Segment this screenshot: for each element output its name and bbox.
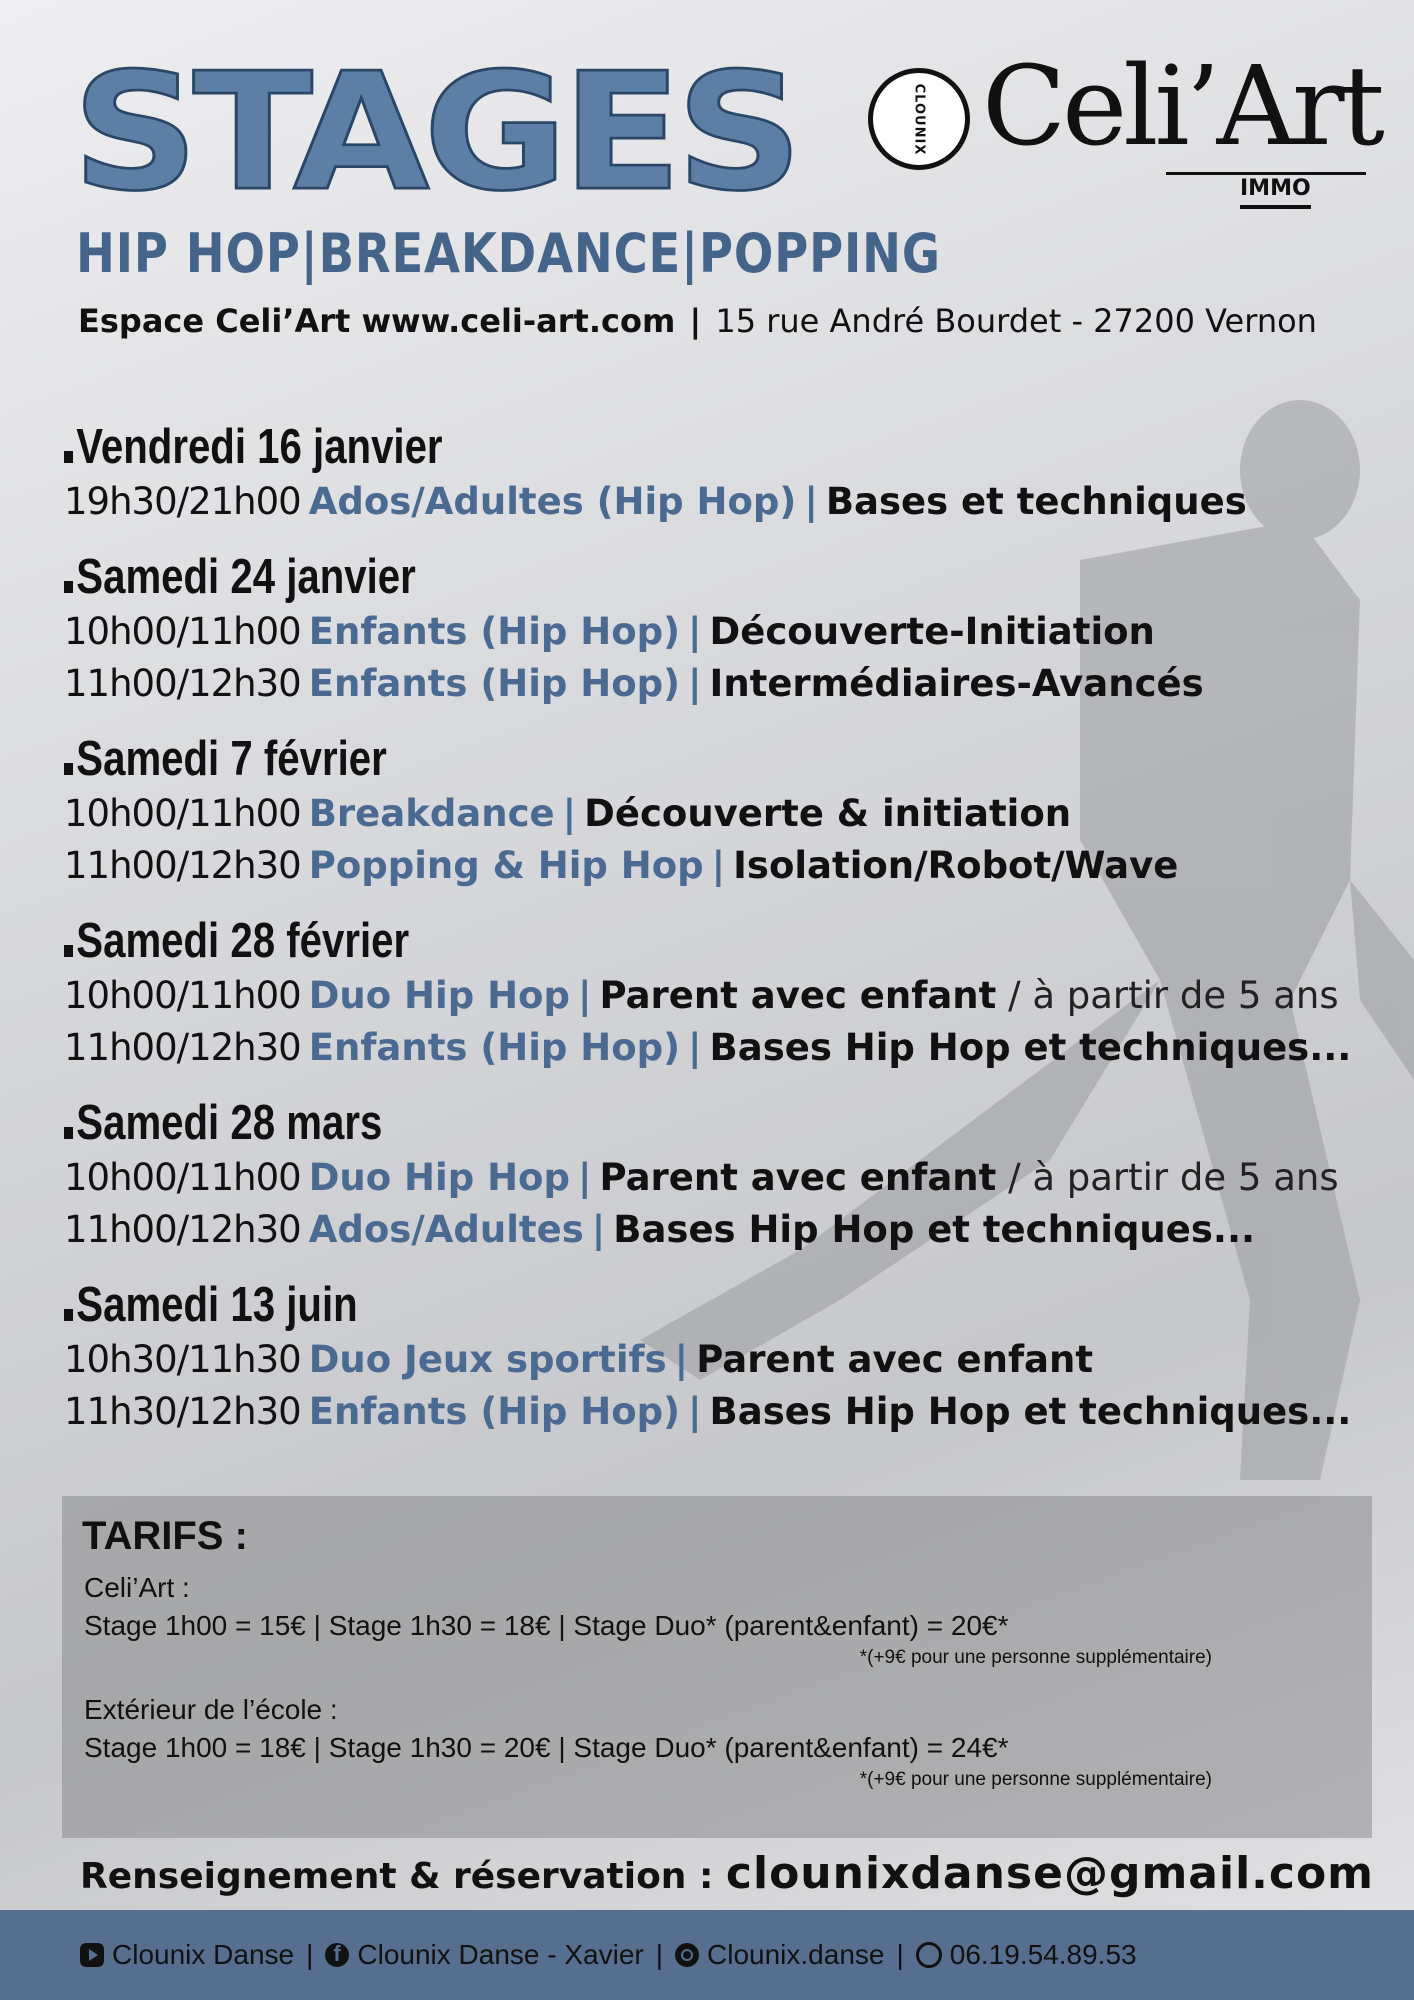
session-description: Découverte & initiation [584,792,1072,835]
contact-line [80,1848,1374,1899]
session-class: Duo Jeux sportifs [308,1338,667,1381]
tarif-block-celiart [84,1569,1352,1671]
session-row [64,1204,1384,1256]
contact-label: Renseignement & réservation : [80,1856,714,1897]
session-class: Enfants (Hip Hop) [308,610,681,653]
footer-separator: | [306,1939,314,1970]
page-title: STAGES [72,38,797,227]
session-time: 11h00/12h30 [64,1026,301,1069]
session-row [64,1386,1384,1438]
session-row [64,606,1384,658]
session-row [64,1152,1384,1204]
session-class: Enfants (Hip Hop) [308,1026,681,1069]
phone-link [916,1939,1137,1971]
schedule-list [64,418,1384,1458]
day-label: Samedi 7 février [76,732,387,786]
day-heading [64,1094,1146,1152]
session-row [64,1334,1384,1386]
tarif-note: *(+9€ pour une personne supplémentaire) [859,1769,1212,1790]
tarif-label: Celi’Art : [84,1572,190,1603]
session-description: Parent avec enfant [599,1156,997,1199]
facebook-icon [325,1943,349,1967]
session-row [64,788,1384,840]
session-class: Enfants (Hip Hop) [308,662,681,705]
session-time: 11h00/12h30 [64,844,301,887]
tarif-label: Extérieur de l’école : [84,1694,338,1725]
session-description: Bases Hip Hop et techniques... [709,1390,1352,1433]
session-separator: | [711,844,726,887]
day-label: Samedi 28 février [76,914,410,968]
session-time: 10h00/11h00 [64,974,301,1017]
session-time: 10h00/11h00 [64,610,301,653]
instagram-icon [675,1943,699,1967]
session-time: 11h00/12h30 [64,662,301,705]
youtube-icon [80,1943,104,1967]
session-description: Parent avec enfant [696,1338,1094,1381]
schedule-day [64,730,1384,892]
schedule-day [64,1276,1384,1438]
bullet-icon [64,763,73,775]
session-class: Enfants (Hip Hop) [308,1390,681,1433]
session-class: Ados/Adultes [308,1208,584,1251]
session-separator: | [674,1338,689,1381]
session-time: 10h30/11h30 [64,1338,301,1381]
bullet-icon [64,1309,73,1321]
session-description: Intermédiaires-Avancés [709,662,1204,705]
youtube-label: Clounix Danse [112,1939,295,1970]
session-separator: | [577,974,592,1017]
day-heading [64,548,1146,606]
bullet-icon [64,451,73,463]
instagram-label: Clounix.danse [707,1939,885,1970]
session-separator: | [688,1026,702,1069]
phone-number: 06.19.54.89.53 [949,1939,1137,1970]
session-class: Ados/Adultes (Hip Hop) [308,480,797,523]
celiart-logo-subtitle: IMMO [1240,176,1311,209]
day-label: Samedi 28 mars [76,1096,383,1150]
day-label: Samedi 24 janvier [76,550,416,604]
session-description: Bases et techniques [825,480,1247,523]
session-class: Popping & Hip Hop [308,844,704,887]
session-time: 11h00/12h30 [64,1208,301,1251]
session-row [64,840,1384,892]
day-label: Vendredi 16 janvier [76,420,443,474]
day-heading [64,1276,1146,1334]
address-separator: | [689,302,702,340]
contact-email: clounixdanse@gmail.com [725,1848,1375,1899]
tarif-prices: Stage 1h00 = 15€ | Stage 1h30 = 18€ | Stage Duo* (parent&enfant) = 20€* [84,1610,1009,1641]
tarif-note: *(+9€ pour une personne supplémentaire) [859,1647,1212,1668]
session-separator: | [591,1208,606,1251]
session-row [64,1022,1384,1074]
celiart-logo: Celi’Art [982,42,1381,170]
tarifs-title: TARIFS : [82,1514,248,1558]
schedule-day [64,1094,1384,1256]
session-time: 11h30/12h30 [64,1390,301,1433]
session-extra: / à partir de 5 ans [1008,974,1339,1017]
session-time: 10h00/11h00 [64,1156,301,1199]
day-label: Samedi 13 juin [76,1278,358,1332]
session-time: 10h00/11h00 [64,792,301,835]
facebook-label: Clounix Danse - Xavier [357,1939,644,1970]
footer-separator: | [655,1939,664,1970]
session-time: 19h30/21h00 [64,480,301,523]
bullet-icon [64,581,73,593]
street-address: 15 rue André Bourdet - 27200 Vernon [715,302,1317,340]
session-separator: | [577,1156,592,1199]
session-row [64,658,1384,710]
session-separator: | [688,1390,702,1433]
session-description: Parent avec enfant [599,974,997,1017]
session-description: Isolation/Robot/Wave [733,844,1179,887]
phone-icon [916,1942,942,1968]
session-separator: | [804,480,818,523]
venue-name: Espace Celi’Art www.celi-art.com [78,302,676,340]
session-separator: | [688,610,702,653]
schedule-day [64,548,1384,710]
footer-bar [0,1910,1414,2000]
youtube-link [80,1939,294,1971]
tarif-block-exterieur [84,1691,1352,1793]
logo-divider [1166,172,1366,175]
bullet-icon [64,1127,73,1139]
session-class: Duo Hip Hop [308,1156,570,1199]
session-class: Duo Hip Hop [308,974,570,1017]
facebook-link [325,1939,643,1971]
tarif-prices: Stage 1h00 = 18€ | Stage 1h30 = 20€ | Stage Duo* (parent&enfant) = 24€* [84,1732,1009,1763]
session-row [64,476,1384,528]
session-row [64,970,1384,1022]
day-heading [64,912,1146,970]
session-class: Breakdance [308,792,555,835]
instagram-link [675,1939,884,1971]
bullet-icon [64,945,73,957]
tarifs-box [62,1496,1372,1838]
session-separator: | [688,662,702,705]
venue-address [78,302,1317,340]
day-heading [64,730,1146,788]
session-extra: / à partir de 5 ans [1008,1156,1339,1199]
footer-separator: | [896,1939,904,1970]
session-description: Bases Hip Hop et techniques... [613,1208,1256,1251]
clounix-logo: CLOUNIX [868,68,970,170]
session-description: Bases Hip Hop et techniques... [709,1026,1352,1069]
schedule-day [64,912,1384,1074]
day-heading [64,418,1146,476]
dance-styles-subtitle: HIP HOP|BREAKDANCE|POPPING [76,222,941,285]
session-separator: | [562,792,577,835]
schedule-day [64,418,1384,528]
session-description: Découverte-Initiation [709,610,1155,653]
